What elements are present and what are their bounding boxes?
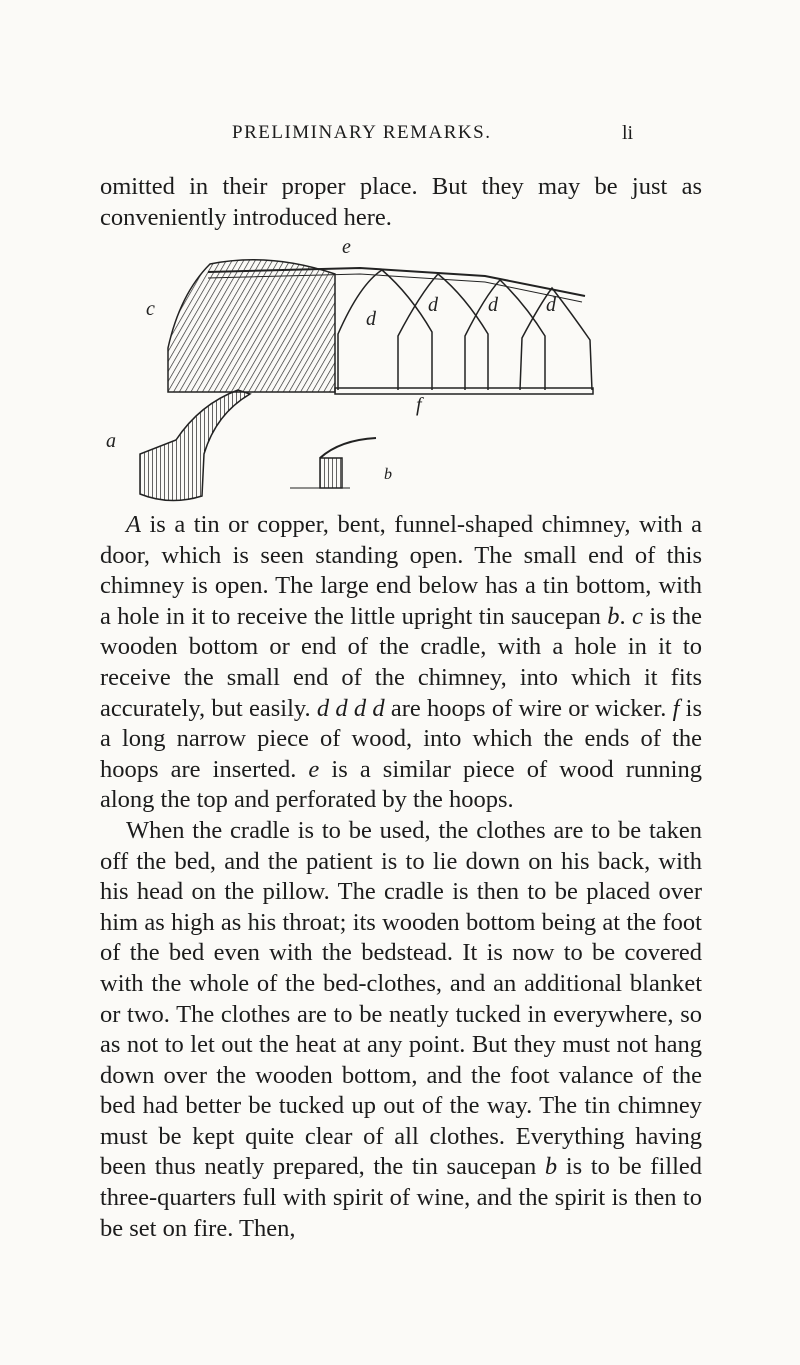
label-d-1: d bbox=[366, 308, 376, 330]
body-text bbox=[100, 510, 702, 1244]
page-header bbox=[0, 122, 800, 152]
letter-b-2: b bbox=[544, 1153, 558, 1181]
hoop-2 bbox=[398, 274, 488, 390]
wooden-end bbox=[168, 260, 335, 392]
page-number: li bbox=[622, 122, 634, 144]
cradle-figure bbox=[106, 236, 600, 510]
hoop-1 bbox=[338, 270, 432, 390]
saucepan bbox=[320, 458, 342, 488]
para1-text-6: is a similar piece of wood running along the top and perforated by the hoops. bbox=[100, 755, 702, 814]
para1-text-4: are hoops of wire or wicker. bbox=[384, 694, 673, 722]
running-head: PRELIMINARY REMARKS. bbox=[232, 122, 492, 143]
label-f: f bbox=[416, 394, 422, 416]
chimney bbox=[140, 390, 250, 501]
para1-text-1: is a tin or copper, bent, funnel-shaped chimney, with a door, which is seen standing open. The small end of this chimney is open. The large end below has a tin bottom, with a hole in it to receive the little upright tin saucepan bbox=[100, 511, 702, 630]
letters-d: d d d d bbox=[316, 694, 385, 722]
label-e: e bbox=[342, 236, 351, 258]
para2-text-1: When the cradle is to be used, the clothes are to be taken off the bed, and the patient is to lie down on his back, with his head on the pillow. The cradle is then to be placed over him as high as his throat; its wooden bottom being at the foot of the bed even with the bedstead. It is now to be covered with the whole of the bed-clothes, and an additional blanket or two. The clothes are to be neatly tucked in everywhere, so as not to let out the heat at any point. But they must not hang down over the wooden bottom, and the foot valance of the bed had better be tucked up out of the way. The tin chimney must be kept quite clear of all clothes. Everything having been thus neatly prepared, the tin saucepan bbox=[100, 816, 702, 1181]
letter-b: b bbox=[607, 602, 620, 630]
bottom-rail bbox=[335, 388, 593, 394]
para1-text-2: . bbox=[619, 602, 633, 630]
label-d-4: d bbox=[546, 294, 556, 316]
para1-text-5: is a long narrow piece of wood, into which the ends of the hoops are inserted. bbox=[100, 694, 703, 783]
label-a: a bbox=[106, 430, 116, 452]
paragraph-description bbox=[100, 510, 702, 816]
cradle-illustration bbox=[120, 244, 600, 510]
para1-text-3: is the wooden bottom or end of the cradle, with a hole in it to receive the small end of the chimney, into which it fits accurately, but easily. bbox=[100, 602, 702, 722]
letter-a: A bbox=[126, 511, 141, 538]
intro-line-1: omitted in their proper place. But they may be just as bbox=[100, 173, 702, 200]
letter-f: f bbox=[672, 694, 680, 722]
intro-line-2: conveniently introduced here. bbox=[100, 203, 392, 231]
letter-c: c bbox=[632, 602, 643, 630]
label-d-2: d bbox=[428, 294, 438, 316]
intro-paragraph bbox=[100, 172, 702, 233]
hoop-3 bbox=[465, 280, 545, 390]
hoop-4 bbox=[520, 288, 592, 390]
para2-text-2: is to be filled three-quarters full with spirit of wine, and the spirit is then to be set on fire. Then, bbox=[100, 1153, 703, 1242]
letter-e: e bbox=[308, 755, 320, 783]
label-d-3: d bbox=[488, 294, 498, 316]
paragraph-instructions bbox=[100, 816, 702, 1244]
label-b: b bbox=[384, 466, 392, 483]
label-c: c bbox=[146, 298, 155, 320]
